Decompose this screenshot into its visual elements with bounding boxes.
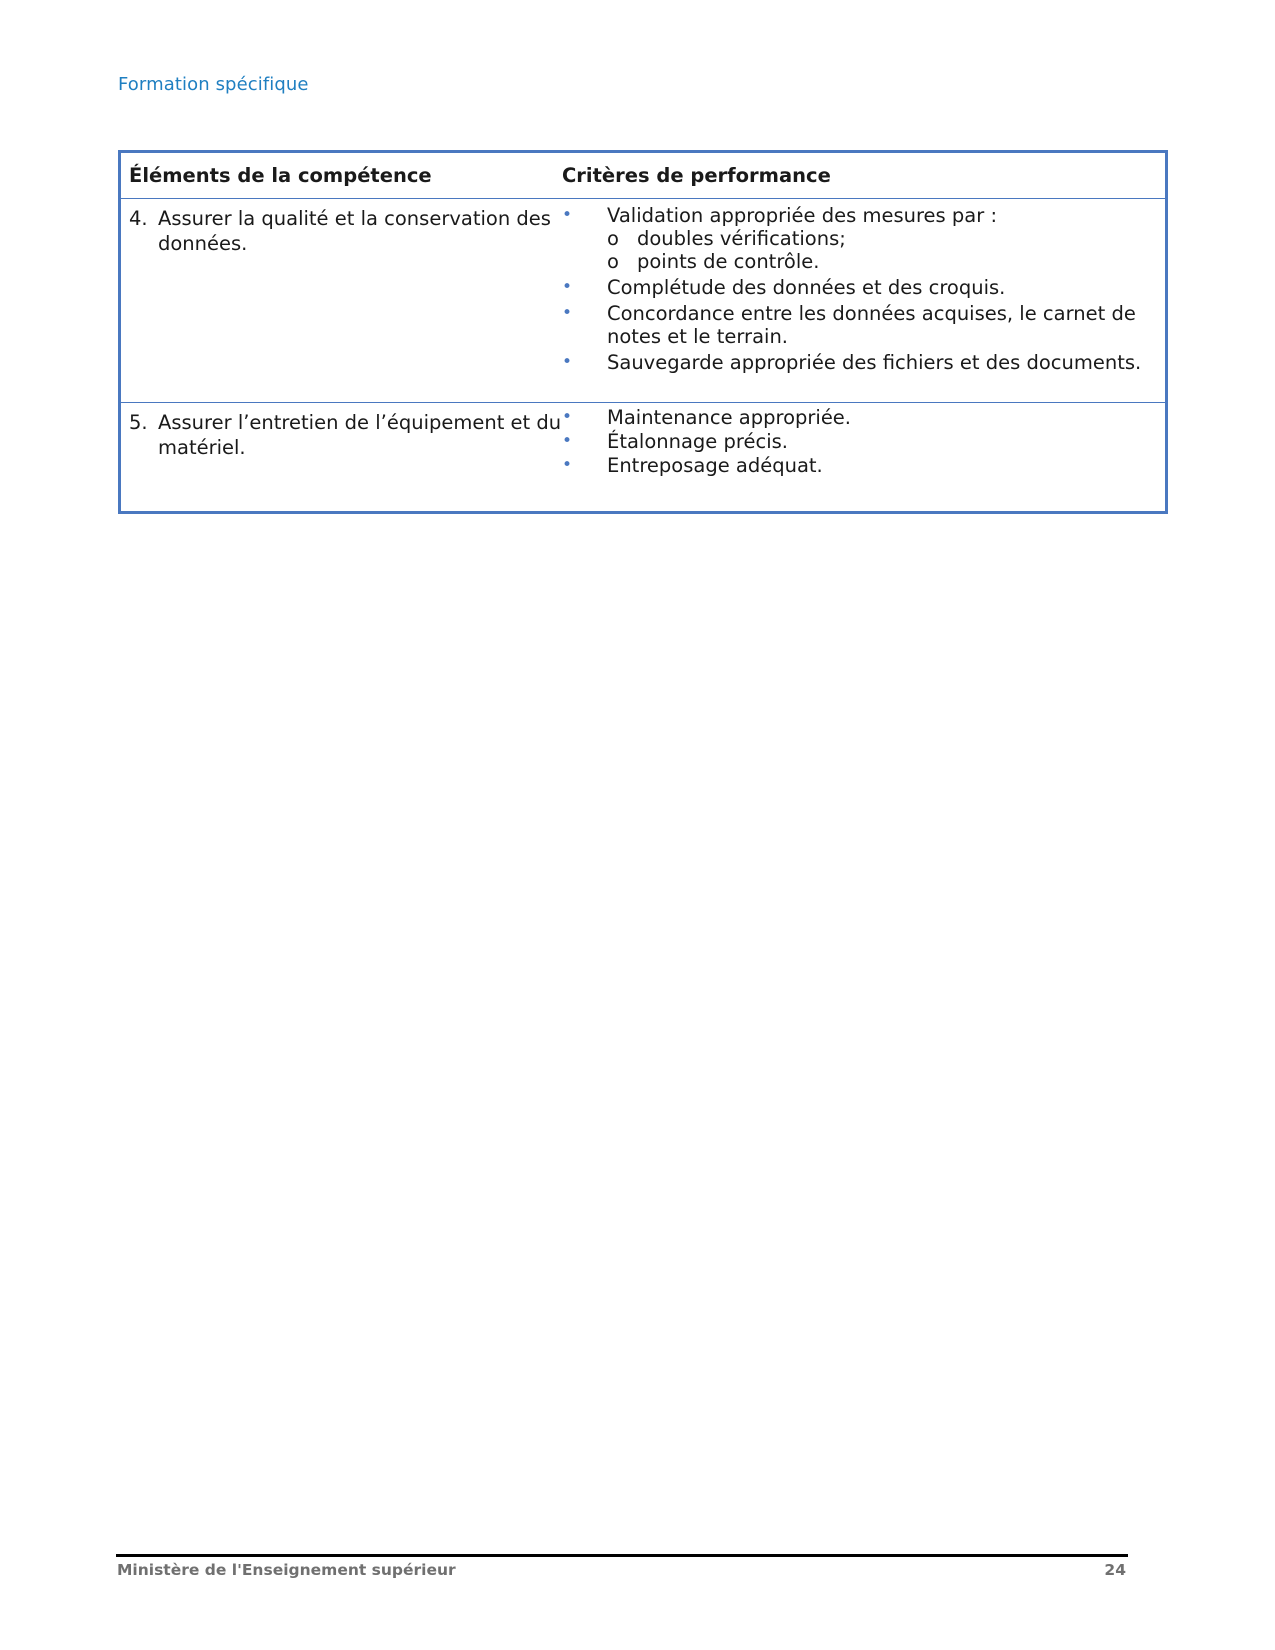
element-5 [129,410,562,460]
criterion: • Complétude des données et des croquis. [562,276,1006,299]
criteria-list [562,406,1165,477]
header-criteria: Critères de performance [562,164,831,187]
bullet-icon: • [562,303,573,323]
element-4 [129,206,562,256]
criterion: • Validation appropriée des mesures par : o doubles vérifications; o points de contrôle. [562,204,1165,273]
sub-bullet-icon: o [607,250,619,273]
criterion: • Maintenance appropriée. [562,406,852,429]
footer-ministry: Ministère de l'Enseignement supérieur [117,1561,456,1579]
bullet-icon: • [562,277,573,297]
bullet-icon: • [562,352,573,372]
running-head: Formation spécifique [118,74,309,95]
bullet-icon: • [562,205,573,225]
page-number: 24 [1104,1561,1126,1579]
sub-criteria-list [607,227,1165,273]
table-header-row [121,153,1165,198]
bullet-icon: • [562,431,573,451]
element-text: Assurer la qualité et la conservation des données. [158,207,551,255]
bullet-icon: • [562,407,573,427]
criteria-list [562,204,1165,374]
header-elements: Éléments de la compétence [129,164,432,187]
element-number: 4. [129,207,148,230]
footer-rule [116,1554,1128,1557]
sub-criterion: o doubles vérifications; [607,227,846,250]
table-row [121,402,1165,511]
table-row [121,198,1165,402]
bullet-icon: • [562,455,573,475]
sub-criterion: o points de contrôle. [607,250,820,273]
criterion: • Concordance entre les données acquises, le carnet de notes et le terrain. [562,302,1136,348]
criterion: • Étalonnage précis. [562,430,788,453]
criterion: • Sauvegarde appropriée des fichiers et des documents. [562,351,1142,374]
element-number: 5. [129,411,148,434]
element-text: Assurer l’entretien de l’équipement et du matériel. [158,411,562,459]
criterion: • Entreposage adéquat. [562,454,823,477]
competence-table [118,150,1168,514]
sub-bullet-icon: o [607,227,619,250]
